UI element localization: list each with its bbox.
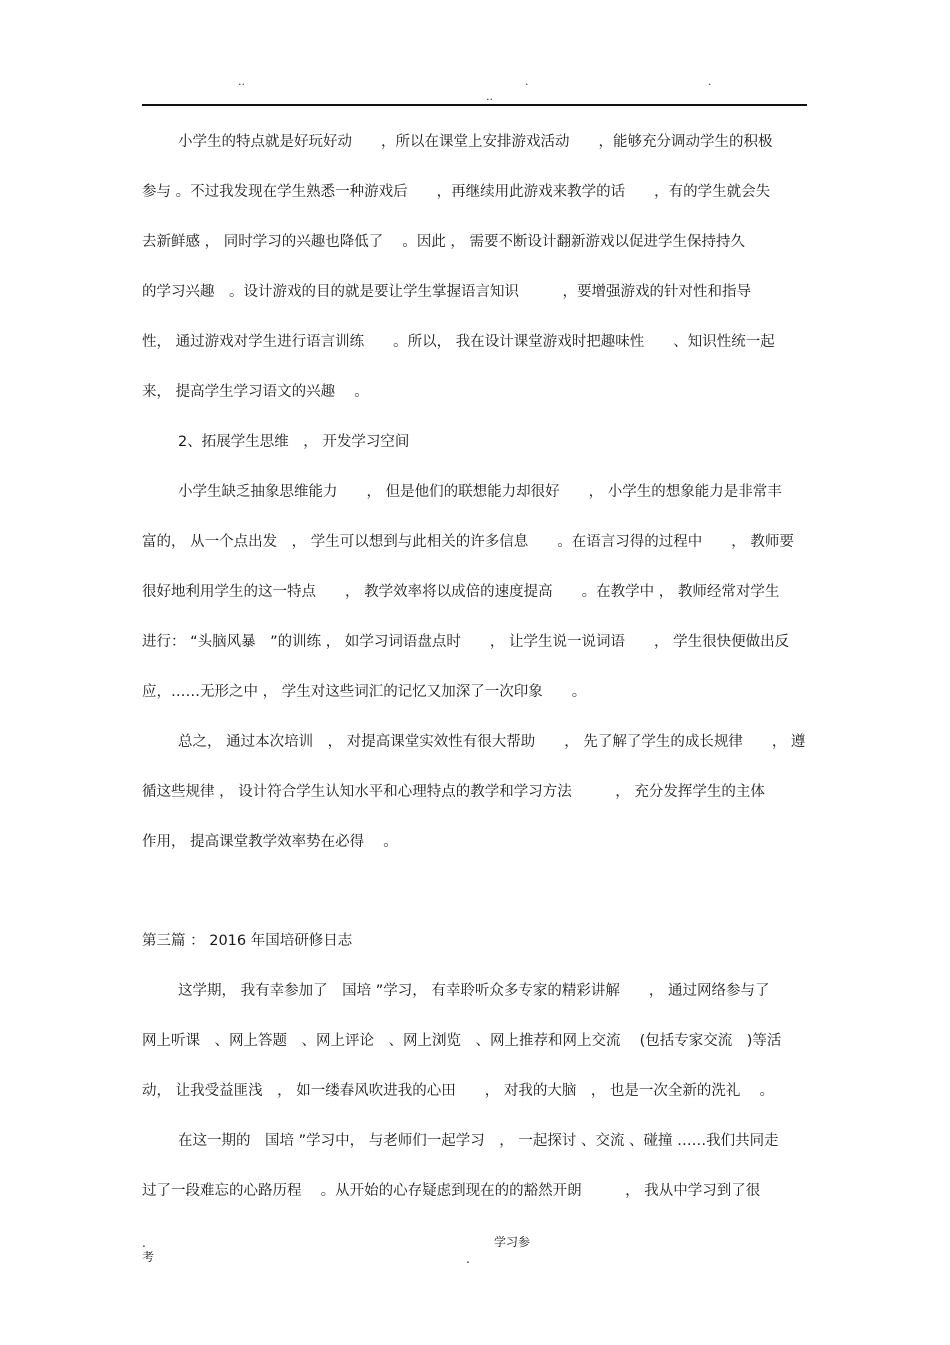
paragraph-line: 循这些规律 ， 设计符合学生认知水平和心理特点的教学和学习方法 ， 充分发挥学生的主体 (142, 784, 765, 800)
paragraph-line: 性， 通过游戏对学生进行语言训练 。所以， 我在设计课堂游戏时把趣味性 、知识性统一起 (142, 334, 775, 350)
paragraph-line: 应，……无形之中 ， 学生对这些词汇的记忆又加深了一次印象 。 (142, 684, 587, 700)
footer-text: 学习参 (494, 1235, 531, 1249)
paragraph-line: 进行： “头脑风暴 ”的训练 ， 如学习词语盘点时 ， 让学生说一说词语 ， 学生很快便做出反 (142, 634, 790, 650)
footer-dot: . (142, 1236, 146, 1250)
footer-text: 考 (142, 1250, 155, 1264)
section-heading: 2、拓展学生思维 ， 开发学习空间 (178, 434, 410, 450)
header-mark: .. (238, 75, 245, 88)
header-mark: . (708, 75, 712, 88)
paragraph-line: 参与 。不过我发现在学生熟悉一种游戏后 ，再继续用此游戏来教学的话 ，有的学生就会失 (142, 184, 771, 200)
paragraph-line: 总之， 通过本次培训 ， 对提高课堂实效性有很大帮助 ， 先了解了学生的成长规律 ， 遵 (178, 734, 806, 750)
paragraph-line: 在这一期的 国培 ”学习中， 与老师们一起学习 ， 一起探讨 、交流 、碰撞 ……我们共同走 (178, 1133, 779, 1149)
paragraph-line: 小学生缺乏抽象思维能力 ， 但是他们的联想能力却很好 ， 小学生的想象能力是非常丰 (178, 484, 782, 500)
footer-dot: . (466, 1252, 470, 1266)
paragraph-line: 这学期， 我有幸参加了 国培 ”学习， 有幸聆听众多专家的精彩讲解 ， 通过网络参与了 (178, 983, 770, 999)
paragraph-line: 小学生的特点就是好玩好动 ，所以在课堂上安排游戏活动 ，能够充分调动学生的积极 (178, 134, 773, 150)
paragraph-line: 来， 提高学生学习语文的兴趣 。 (142, 384, 369, 400)
paragraph-line: 动， 让我受益匪浅 ， 如一缕春风吹进我的心田 ， 对我的大脑 ， 也是一次全新的洗礼 。 (142, 1083, 775, 1099)
paragraph-line: 作用， 提高课堂教学效率势在必得 。 (142, 834, 398, 850)
header-rule (142, 104, 807, 106)
paragraph-line: 过了一段难忘的心路历程 。从开始的心存疑虑到现在的的豁然开朗 ， 我从中学习到了很 (142, 1183, 761, 1199)
paragraph-line: 富的， 从一个点出发 ， 学生可以想到与此相关的许多信息 。在语言习得的过程中 ， 教师要 (142, 534, 794, 550)
chapter-title: 第三篇 ： 2016 年国培研修日志 (142, 933, 353, 949)
paragraph-line: 去新鲜感 ， 同时学习的兴趣也降低了 。因此 ， 需要不断设计翻新游戏以促进学生保持持久 (142, 234, 746, 250)
header-mark: . (525, 75, 529, 88)
paragraph-line: 网上听课 、网上答题 、网上评论 、网上浏览 、网上推荐和网上交流 (包括专家交流 )等活 (142, 1033, 782, 1049)
header-mark: .. (486, 90, 493, 103)
paragraph-line: 很好地利用学生的这一特点 ， 教学效率将以成倍的速度提高 。在教学中 ， 教师经常对学生 (142, 584, 780, 600)
paragraph-line: 的学习兴趣 。设计游戏的目的就是要让学生掌握语言知识 ，要增强游戏的针对性和指导 (142, 284, 751, 300)
